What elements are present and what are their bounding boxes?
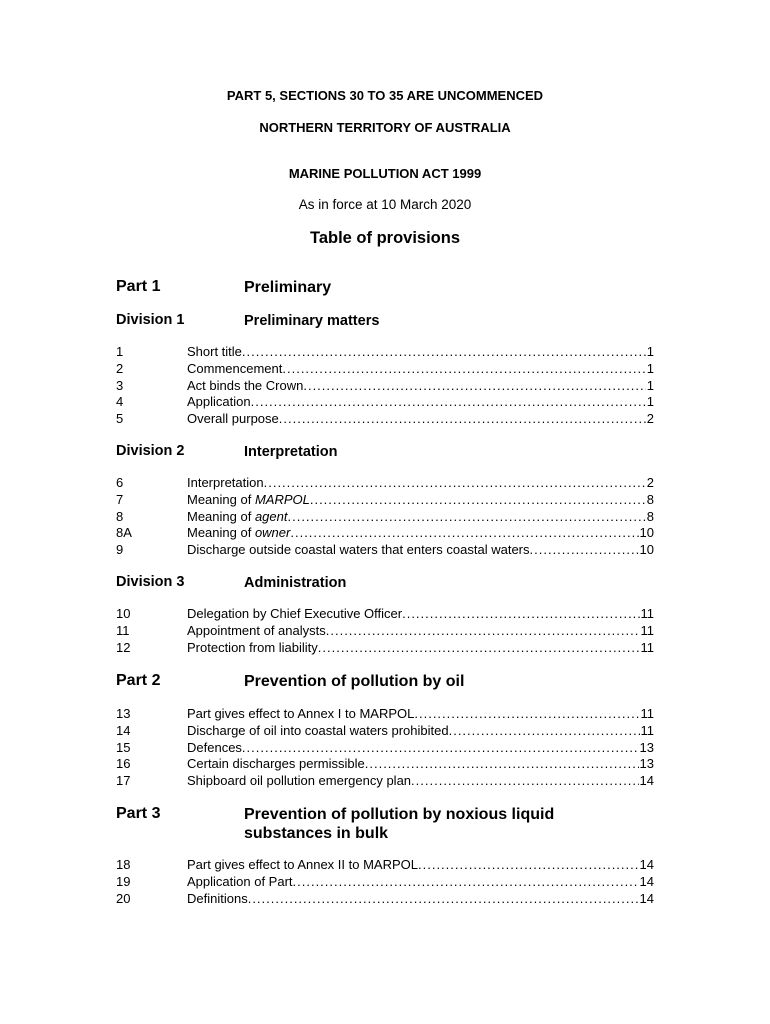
section-number: 13 (116, 706, 131, 721)
toc-entry[interactable] (116, 706, 654, 723)
defined-term: agent (254, 508, 288, 524)
division-number: Division 1 (116, 312, 185, 328)
page-number: 11 (640, 622, 654, 638)
division-3-entries (116, 606, 654, 656)
page-number: 13 (639, 739, 654, 755)
section-title: Part gives effect to Annex II to MARPOL (187, 857, 418, 872)
toc-entry[interactable] (116, 411, 654, 428)
page-number: 14 (639, 773, 654, 789)
section-number: 12 (116, 639, 131, 655)
section-title (187, 525, 290, 542)
part-2-entries (116, 706, 654, 790)
section-number: 14 (116, 722, 131, 738)
toc-entry[interactable] (116, 492, 654, 509)
page-number: 1 (646, 344, 654, 359)
page-number: 10 (639, 542, 654, 558)
toc-entry[interactable] (116, 756, 654, 773)
defined-term: owner (254, 525, 291, 541)
page-number: 14 (639, 890, 654, 906)
section-title: Application of Part (187, 873, 293, 889)
section-number: 3 (116, 377, 124, 393)
toc-entry[interactable] (116, 606, 654, 623)
division-2-entries (116, 475, 654, 559)
toc-entry[interactable] (116, 773, 654, 790)
in-force-date: As in force at 10 March 2020 (298, 197, 472, 212)
section-number: 18 (116, 857, 131, 872)
part-title-line-2: substances in bulk (244, 825, 389, 842)
toc-entry[interactable] (116, 509, 654, 526)
toc-entry[interactable] (116, 525, 654, 542)
toc-entry[interactable] (116, 640, 654, 657)
toc-entry[interactable] (116, 361, 654, 378)
part-number: Part 1 (116, 278, 161, 295)
division-1-entries (116, 344, 654, 428)
section-number: 8 (116, 508, 124, 524)
toc-entry[interactable] (116, 623, 654, 640)
section-title: Shipboard oil pollution emergency plan (187, 773, 412, 789)
section-number: 20 (116, 890, 131, 906)
division-number: Division 2 (116, 443, 185, 459)
section-number: 19 (116, 873, 131, 889)
jurisdiction-title: NORTHERN TERRITORY OF AUSTRALIA (259, 120, 511, 135)
section-title: Delegation by Chief Executive Officer (187, 606, 403, 621)
section-title: Certain discharges permissible (187, 756, 365, 772)
division-number: Division 3 (116, 574, 185, 590)
toc-entry[interactable] (116, 394, 654, 411)
section-number: 5 (116, 411, 124, 427)
section-number: 1 (116, 344, 124, 359)
part-title-line-1: Prevention of pollution by noxious liquid (244, 806, 555, 823)
section-title: Discharge of oil into coastal waters prohibited (187, 722, 449, 738)
section-title: Discharge outside coastal waters that enters coastal waters (187, 542, 530, 558)
part-3-entries (116, 857, 654, 907)
page-number: 2 (646, 411, 654, 427)
division-title: Interpretation (244, 444, 338, 460)
page-number: 1 (646, 394, 654, 410)
page-number: 14 (639, 857, 654, 872)
section-title-prefix: Meaning of (187, 508, 255, 524)
part-title: Prevention of pollution by oil (244, 673, 465, 690)
section-number: 10 (116, 606, 131, 621)
defined-term: MARPOL (254, 491, 310, 507)
page-number: 8 (646, 508, 654, 524)
toc-entry[interactable] (116, 740, 654, 757)
section-title: Application (187, 394, 251, 410)
page-number: 1 (646, 360, 654, 376)
section-number: 6 (116, 475, 124, 490)
uncommenced-notice: PART 5, SECTIONS 30 TO 35 ARE UNCOMMENCED (226, 88, 544, 103)
page-number: 11 (640, 706, 654, 721)
section-title-prefix: Meaning of (187, 491, 255, 507)
section-number: 11 (116, 622, 130, 638)
page-number: 2 (646, 475, 654, 490)
section-title (187, 509, 287, 526)
part-title: Preliminary (244, 279, 332, 296)
toc-entry[interactable] (116, 857, 654, 874)
section-title: Part gives effect to Annex I to MARPOL (187, 706, 415, 721)
section-title: Commencement (187, 360, 283, 376)
division-title: Administration (244, 575, 347, 591)
page-number: 14 (639, 873, 654, 889)
toc-entry[interactable] (116, 475, 654, 492)
section-number: 9 (116, 542, 124, 558)
section-title: Definitions (187, 890, 248, 906)
toc-entry[interactable] (116, 723, 654, 740)
section-number: 8A (116, 525, 132, 541)
page-number: 11 (640, 606, 654, 621)
section-title: Defences (187, 739, 242, 755)
toc-title: Table of provisions (309, 229, 461, 247)
page-number: 11 (640, 722, 654, 738)
page-number: 13 (639, 756, 654, 772)
toc-entry[interactable] (116, 378, 654, 395)
part-title (244, 805, 664, 843)
toc-entry[interactable] (116, 344, 654, 361)
section-title: Overall purpose (187, 411, 279, 427)
section-number: 16 (116, 756, 131, 772)
part-number: Part 3 (116, 805, 161, 822)
page-number: 11 (640, 639, 654, 655)
section-title: Appointment of analysts (187, 622, 326, 638)
division-title: Preliminary matters (244, 313, 380, 329)
toc-entry[interactable] (116, 874, 654, 891)
page-number: 8 (646, 491, 654, 507)
section-number: 4 (116, 394, 124, 410)
section-title: Interpretation (187, 475, 264, 490)
section-title (187, 492, 310, 509)
toc-entry[interactable] (116, 891, 654, 908)
page-number: 10 (639, 525, 654, 541)
section-number: 15 (116, 739, 131, 755)
act-title: MARINE POLLUTION ACT 1999 (288, 166, 482, 181)
section-number: 2 (116, 360, 124, 376)
section-number: 7 (116, 491, 124, 507)
section-title: Act binds the Crown (187, 377, 304, 393)
section-number: 17 (116, 773, 131, 789)
toc-entry[interactable] (116, 542, 654, 559)
page-number: 1 (646, 377, 654, 393)
part-number: Part 2 (116, 672, 161, 689)
section-title-prefix: Meaning of (187, 525, 255, 541)
section-title: Short title (187, 344, 242, 359)
section-title: Protection from liability (187, 639, 318, 655)
